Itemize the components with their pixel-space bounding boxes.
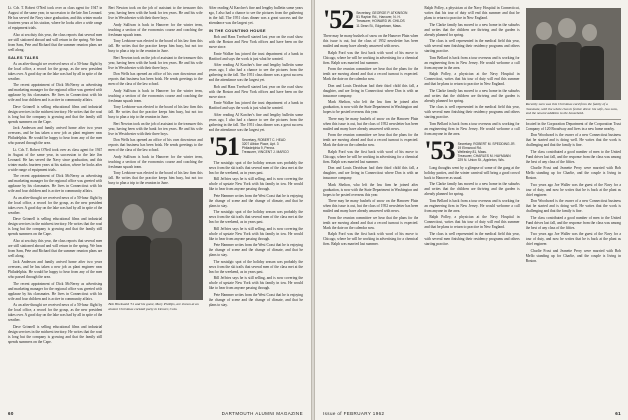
paragraph: Mark Shelton, who left the law firm he joined after graduation, is now with the State Department in Washington and hopes to be posted overseas this year.: [323, 182, 419, 197]
right-columns: [323, 6, 621, 402]
address-line: Philadelphia 9, Penna.: [241, 145, 275, 150]
paragraph: The class is well represented in the medical field this year, with several men finishing their residency programs and others starting practice.: [424, 231, 520, 246]
left-footer: [8, 411, 303, 416]
treasurer-line: Treasurer, VINCENT J. MARCO: [241, 150, 289, 155]
paragraph: After reading Al Karcher's fine and lengthy bulletin some years ago, I also had a chance to see the pictures from the gathering in the fall. The 1951 class dinner was a great success and the attendance was the largest yet.: [208, 63, 303, 82]
left-col-3: [209, 6, 303, 402]
paragraph: Lt. Cdr. T. Robert O'Neil took over as class agent for 1947 in August of the same year, in succession to the late Jim Leonard. He has served the Navy since graduation, and this winter marks fourteen years at his station, where he looks after a wide range of equipment trials.: [8, 6, 103, 30]
paragraph: Bill Jeffries says he is still selling, and is now covering the whole of upstate New York with his family in tow. He would like to hear from anyone passing through.: [208, 276, 303, 290]
paragraph: The nostalgic spot of the holiday season was probably the news from the ski trails that several men of the class met at the Inn for the weekend, as in years past.: [208, 259, 303, 274]
class-year: '52: [323, 6, 354, 34]
secretary-label: Secretary,: [457, 141, 473, 146]
paragraph: There may be many bushels of snow on the Hanover Plain when this issue is out, but the class of 1952 newsletter has been mailed and many have already answered with news.: [323, 199, 419, 213]
class-officers: [458, 140, 516, 163]
photo-figure: [556, 42, 582, 100]
paragraph: Jack Anderson and family arrived home after two years overseas, and he has taken a new job as plant engineer near Philadelphia. He would be happy to hear from any of the men who passed through the area.: [8, 126, 103, 145]
paragraph: Don Wells has opened an office of his own downtown and reports that business has been brisk. He sends greetings to the men of the class of the law school.: [108, 138, 203, 152]
left-col-2: [108, 6, 202, 402]
paragraph: The recent appointment of Dick McNerny as advertising and marketing manager for the regional office was greeted with applause by his classmates. He lives in Connecticut with his wife and four children and is active in community affairs.: [8, 281, 103, 301]
paragraph: Also at sea duty this year, the class reports that several men are still stationed abroad and will return in the spring. We hear from Sam, Pete and Richard that the summer reunion plans are well along.: [8, 238, 103, 258]
paragraph: Don and Louis Davidson had their third child this fall, a daughter, and are living in Connecticut where Don is with an insurance company.: [323, 166, 419, 180]
paragraph: Mark Shelton, who left the law firm he joined after graduation, is now with the State Department in Washington and hopes to be posted overseas this year.: [323, 100, 419, 114]
paragraph: Ralph Polley, a physician at the Navy Hospital in Connecticut, writes that his tour of duty will end this summer and that he plans to return to practice in New England.: [424, 6, 520, 20]
photo-figure: [580, 46, 604, 100]
class-officers: [356, 9, 407, 28]
paragraph: As an after-thought we received news of a 50-hour flight by the local office, a record for the group, as the new president takes over. A good day on the lake was had by all in spite of the weather.: [8, 195, 103, 215]
paragraph: The class contributed a good number of men to the United Fund drives last fall, and the response from the class was among the best of any class of the fifties.: [525, 215, 621, 230]
paragraph: Bert Newton took on the job of assistant to the treasurer this year, having been with the bank for ten years. He and his wife live in Westchester with their three boys.: [108, 55, 203, 70]
paragraph: Ralph Ford was the first back with word of his move to Chicago, where he will be working in advertising for a chemical firm. Ralph was married last summer.: [323, 50, 419, 65]
paragraph: The class is well represented in the medical field this year, with several men finishing their residency programs and others starting practice.: [424, 39, 520, 53]
paragraph: Two years ago Joe Waller was the guest of the Navy for a tour of duty, and now he writes that he is back at the plant as chief engineer.: [525, 232, 621, 246]
paragraph: Ralph Ford was the first back with word of his move to Chicago, where he will be working in advertising for a chemical firm. Ralph was married last summer.: [323, 232, 419, 246]
paragraph: The Clarke family has moved to a new home in the suburbs and writes that the children are thriving and the garden is already planned for spring.: [424, 182, 520, 197]
paragraph: Don Woodward is the owner of a new Connecticut business that he started and is doing well. He writes that the work is challenging and that the family is fine.: [525, 133, 621, 147]
left-col-1: [8, 6, 102, 402]
paragraph: Bill Jeffries says he is still selling, and is now covering the whole of upstate New York with his family in tow. He would like to hear from anyone passing through.: [208, 226, 303, 241]
paragraph: Don Woodward is the owner of a new Connecticut business that he started and is doing well. He writes that the work is challenging and that the family is fine.: [525, 199, 621, 213]
photo-figure: [582, 24, 597, 41]
section-heading: IN THE COUNTING HOUSE: [208, 28, 266, 33]
address-line: 51 Rayton Rd., Hanover, N. H.: [356, 15, 401, 20]
paragraph: Bill Jeffries says he is still selling, and is now covering the whole of upstate New York with his family in tow. He would like to hear from anyone passing through.: [208, 177, 303, 191]
paragraph: From the reunion committee we hear that the plans for the tenth are moving ahead and that a record turnout is expected. Mark the date on the calendar now.: [323, 67, 419, 81]
paragraph: Don and Louis Davidson had their third child this fall, a daughter, and are living in Connecticut where Don is with an insurance company.: [323, 83, 419, 98]
paragraph: The recent appointment of Dick McNerny as advertising and marketing manager for the regional office was greeted with applause by his classmates. He lives in Connecticut with his wife and four children and is active in community affairs.: [8, 83, 103, 102]
paragraph: Andy Sullivan is back in Hanover for the winter term, teaching a section of the economics course and coaching the freshman squash team.: [108, 88, 203, 103]
paragraph: Tom Bellard is back from a tour overseas and is working for an engineering firm in New Jersey. He would welcome a call from anyone in the area.: [424, 198, 520, 213]
paragraph: Bert Newton took on the job of assistant to the treasurer this year, having been with the bank for ten years. He and his wife live in Westchester with their three boys.: [108, 121, 203, 136]
magazine-name: DARTMOUTH ALUMNI MAGAZINE: [221, 411, 303, 416]
photo-figure: [152, 208, 172, 232]
paragraph: Long thoughts went by a glimpse of some of the gang at the holiday parties, and the winter carnival will bring a good crowd back to Hanover as usual.: [424, 165, 520, 180]
paragraph: Two years ago Joe Waller was the guest of the Navy for a tour of duty, and now he writes that he is back at the plant as chief engineer.: [525, 182, 621, 197]
paragraph: The nostalgic spot of the holiday season was probably the news from the ski trails that several men of the class met at the Inn for the weekend, as in years past.: [208, 160, 303, 175]
paragraph: Jack Anderson and family arrived home after two years overseas, and he has taken a new job as plant engineer near Philadelphia. He would be happy to hear from any of the men who passed through the area.: [8, 260, 103, 279]
paragraph: Andy Sullivan is back in Hanover for the winter term, teaching a section of the economics course and coaching the freshman squash team.: [108, 154, 203, 169]
left-columns: [8, 6, 303, 402]
paragraph: The class contributed a good number of men to the United Fund drives last fall, and the response from the class was among the best of any class of the fifties.: [525, 149, 621, 164]
class-header-53: [424, 135, 519, 165]
paragraph: After reading Al Karcher's fine and lengthy bulletin some years ago, I also had a chance to see the pictures from the gathering in the fall. The 1951 class dinner was a great success and the attendance was the largest yet.: [208, 112, 303, 132]
paragraph: Ernie Walker has joined the trust department of a bank in Hartford and says the work is just what he wanted.: [208, 51, 303, 61]
paragraph: There may be many bushels of snow on the Hanover Plain when this issue is out, but the class of 1952 newsletter has been mailed and many have already answered with news.: [323, 116, 419, 131]
paragraph: Tony Ledstone was elected to the board of his law firm this fall. He writes that the practice keeps him busy, but not too busy to plan a trip to the reunion in June.: [108, 171, 203, 185]
right-col-3: [526, 6, 621, 402]
paragraph: Don Wells has opened an office of his own downtown and reports that business has been brisk. He sends greetings to the men of the class of the law school.: [108, 72, 203, 86]
address-line: Wellesley 81, Mass.: [457, 149, 487, 154]
class-header-52: [323, 6, 418, 34]
paragraph: Tony Ledstone was elected to the board of his law firm this fall. He writes that the practice keeps him busy, but not too busy to plan a trip to the reunion in June.: [108, 105, 203, 119]
paragraph: Pete Hammer writes from the West Coast that he is enjoying the change of scene and the change of climate, and that he plans to stay.: [208, 243, 303, 257]
page-number: 60: [8, 411, 14, 416]
secretary-name: ROBERT C. HEAD: [257, 137, 286, 142]
paragraph: Bert Newton took on the job of assistant to the treasurer this year, having been with the bank for ten years. He and his wife live in Westchester with their three boys.: [108, 6, 203, 20]
right-col-2: [424, 6, 519, 402]
party-photo: [108, 188, 202, 300]
class-year: '51: [208, 131, 239, 161]
paragraph: The Clarke family has moved to a new home in the suburbs and writes that the children are thriving and the garden is already planned for spring.: [424, 22, 520, 37]
paragraph: Charlie Frost and Jeanette Perry were married with Bob Mello standing up for Charlie, and the couple is living in Boston.: [525, 166, 621, 180]
photo-figure: [150, 238, 182, 300]
paragraph: Lt. Cdr. T. Robert O'Neil took over as class agent for 1947 in August of the same year, in succession to the late Jim Leonard. He has served the Navy since graduation, and this winter marks fourteen years at his station, where he looks after a wide range of equipment trials.: [8, 147, 103, 172]
paragraph: The Clarke family has moved to a new home in the suburbs and writes that the children are thriving and the garden is already planned for spring.: [424, 88, 520, 103]
paragraph: From the reunion committee we hear that the plans for the tenth are moving ahead and that a record turnout is expected. Mark the date on the calendar now.: [323, 215, 419, 230]
paragraph: As an after-thought we received news of a 50-hour flight by the local office, a record for the group, as the new president takes over. A good day on the lake was had by all in spite of the weather.: [8, 303, 103, 322]
divider: [526, 119, 621, 120]
paragraph: Ernie Walker has joined the trust department of a bank in Hartford and says the work is just what he wanted.: [208, 101, 303, 110]
photo-caption: Bob Hockwald '51 and his guest, Mary Phillips, are shown at an alumni Christmas cocktail party in Denver, Colo.: [108, 302, 199, 311]
right-page: [314, 0, 628, 420]
paragraph: Ralph Polley, a physician at the Navy Hospital in Connecticut, writes that his tour of duty will end this summer and that he plans to return to practice in New England.: [424, 72, 520, 86]
paragraph: Pete Hammer writes from the West Coast that he is enjoying the change of scene and the change of climate, and that he plans to stay.: [208, 292, 303, 307]
photo-caption: Recently seen was this Christmas card from the family of a classmate, with the whole clan in festive dress: his wife, two sons, and the newest addition to the household.: [525, 102, 618, 115]
paragraph: The class is well represented in the medical field this year, with several men finishing their residency programs and others starting practice.: [424, 105, 520, 119]
paragraph: Also at sea duty this year, the class reports that several men are still stationed abroad and will return in the spring. We hear from Sam, Pete and Richard that the summer reunion plans are well along.: [8, 32, 103, 52]
paragraph: There may be many bushels of snow on the Hanover Plain when this issue is out, but the class of 1952 newsletter has been mailed and many have already answered with news.: [323, 34, 419, 48]
paragraph: The nostalgic spot of the holiday season was probably the news from the ski trails that several men of the class met at the Inn for the weekend, as in years past.: [208, 210, 303, 224]
photo-figure: [116, 236, 152, 300]
paragraph: Dave Grinnell is selling educational films and industrial design services in the midwest territory. He writes that the road is long but the company is growing and that the family still spends summers on the Cape.: [8, 104, 103, 124]
secretary-name: ROBERT M. SPEDDING JR.: [473, 141, 516, 146]
paragraph: Dave Grinnell is selling educational films and industrial design services in the midwest territory. He writes that the road is long but the company is growing and that the family still spends summers on the Cape.: [8, 324, 103, 344]
paragraph: The recent appointment of Dick McNerny as advertising and marketing manager for the regional office was greeted with applause by his classmates. He lives in Connecticut with his wife and four children and is active in community affairs.: [8, 174, 103, 193]
class-year: '53: [424, 135, 455, 165]
paragraph: Charlie Frost and Jeanette Perry were married with Bob Mello standing up for Charlie, and the couple is living in Boston.: [525, 248, 621, 263]
paragraph: After reading Al Karcher's fine and lengthy bulletin some years ago, I also had a chance to see the pictures from the gathering in the fall. The 1951 class dinner was a great success and the attendance was the largest yet.: [208, 6, 303, 25]
paragraph: Ralph Ford was the first back with word of his move to Chicago, where he will be working in advertising for a chemical firm. Ralph was married last summer.: [323, 149, 419, 164]
secretary-name: GEORGE P. ATKINSON: [371, 11, 408, 15]
paragraph: Bob and Hans Tredwell started last year on the road show with the Boston and New York offices and have been on the move since.: [208, 84, 303, 99]
photo-figure: [558, 18, 576, 38]
paragraph: Pete Hammer writes from the West Coast that he is enjoying the change of scene and the change of climate, and that he plans to stay.: [208, 193, 303, 208]
paragraph: Ralph Polley, a physician at the Navy Hospital in Connecticut, writes that his tour of duty will end this summer and that he plans to return to practice in New England.: [424, 215, 520, 230]
right-col-1: [323, 6, 418, 402]
treasurer-line: Treasurer, CHARLES M. HAYMANN: [457, 154, 511, 159]
christmas-card-photo: [526, 8, 621, 100]
page-number: 61: [615, 411, 621, 416]
class-header-51: [208, 131, 303, 161]
right-footer: [323, 411, 621, 416]
secretary-label: Secretary,: [356, 11, 372, 15]
treasurer-line: Treasurer, HOWARD W. CHILDS: [356, 19, 405, 24]
address-line: 11 Dean St., Edgartown, Mass.: [356, 23, 402, 28]
class-officers: [242, 136, 289, 155]
left-page: [0, 0, 312, 420]
section-heading: SALES TALES: [8, 54, 39, 60]
paragraph: Tom Bellard is back from a tour overseas and is working for an engineering firm in New Jersey. He would welcome a call from anyone in the area.: [424, 55, 520, 70]
address-line: 19 Elmwood Rd.: [457, 145, 482, 150]
paragraph: As an after-thought we received news of a 50-hour flight by the local office, a record for the group, as the new president takes over. A good day on the lake was had by all in spite of the weather.: [8, 61, 103, 81]
photo-figure: [536, 22, 552, 40]
photo-figure: [122, 204, 144, 230]
address-line: 3207 Albion Place, Apt. 3: [241, 141, 279, 146]
secretary-label: Secretary,: [241, 137, 257, 142]
paragraph: Andy Sullivan is back in Hanover for the winter term, teaching a section of the economics course and coaching the freshman squash team.: [108, 22, 203, 37]
paragraph: Bob and Hans Tredwell started last year on the road show with the Boston and New York offices and have been on the move since.: [208, 35, 303, 49]
paragraph: located in the Corporation Department of the Corporation Trust Company of 120 Broadway and lives in a new home nearby.: [525, 121, 621, 131]
photo-figure: [532, 44, 558, 100]
paragraph: Tom Bellard is back from a tour overseas and is working for an engineering firm in New Jersey. He would welcome a call from anyone in the area.: [424, 121, 520, 136]
paragraph: From the reunion committee we hear that the plans for the tenth are moving ahead and that a record turnout is expected. Mark the date on the calendar now.: [323, 133, 419, 147]
paragraph: Tony Ledstone was elected to the board of his law firm this fall. He writes that the practice keeps him busy, but not too busy to plan a trip to the reunion in June.: [108, 39, 203, 53]
issue-date: Issue of FEBRUARY 1962: [323, 411, 385, 416]
paragraph: Dave Grinnell is selling educational films and industrial design services in the midwest territory. He writes that the road is long but the company is growing and that the family still spends summers on the Cape.: [8, 217, 103, 236]
address-line: 229 N. Union St., Appleton, Wis.: [457, 158, 505, 163]
